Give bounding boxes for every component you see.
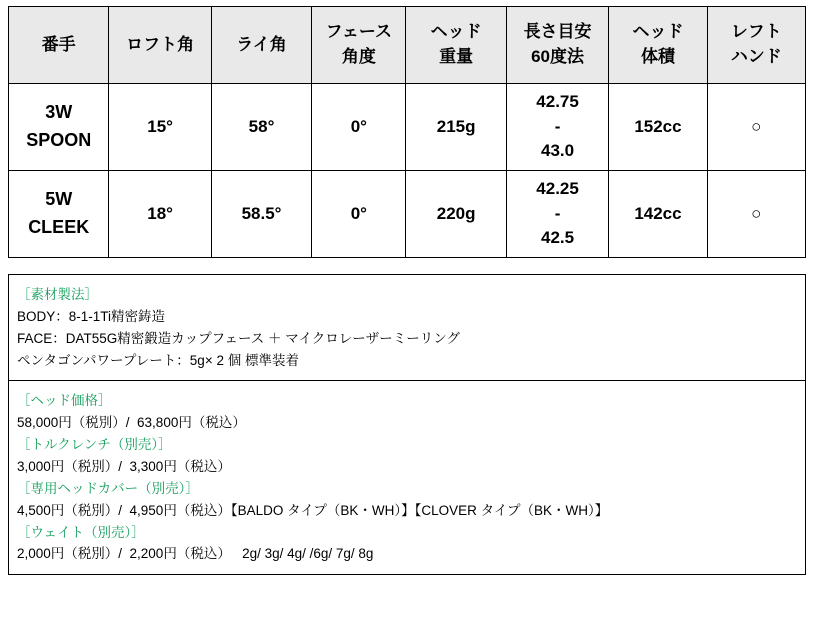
- cell-head-weight: 220g: [406, 171, 506, 258]
- cell-left-hand: ○: [707, 171, 805, 258]
- header-line: ハンド: [730, 47, 782, 66]
- cell-head-weight: 215g: [406, 84, 506, 171]
- cell-loft: 15°: [109, 84, 211, 171]
- cell-length: [506, 171, 608, 258]
- header-line: 体積: [640, 47, 675, 66]
- spec-table-header: [9, 7, 806, 84]
- header-line: 番手: [41, 34, 76, 54]
- cell-left-hand: ○: [707, 84, 805, 171]
- price-line-weight: 2,000円（税別）/ 2,200円（税込） 2g/ 3g/ 4g/ /6g/ 7g/ 8g: [17, 546, 374, 562]
- cell-face-angle: 0°: [312, 84, 406, 171]
- cell-lie: 58.5°: [211, 171, 311, 258]
- price-line-torque-wrench: 3,000円（税別）/ 3,300円（税込）: [17, 459, 231, 475]
- header-line: 長さ目安: [523, 22, 592, 42]
- length-line: 43.0: [541, 141, 575, 161]
- length-line: 42.25: [536, 179, 579, 199]
- model-line: CLEEK: [28, 217, 90, 237]
- cell-face-angle: 0°: [312, 171, 406, 258]
- cell-model: [9, 171, 109, 258]
- header-line: 60度法: [531, 47, 585, 66]
- table-row: [9, 171, 806, 258]
- material-line: BODY：8-1-1Ti精密鋳造: [17, 308, 166, 324]
- model-line: SPOON: [26, 130, 92, 150]
- header-cell-loft: [109, 7, 211, 84]
- price-line-head-cover: 4,500円（税別）/ 4,950円（税込）【BALDO タイプ（BK・WH）】【CLOVER タイプ（BK・WH）】: [17, 502, 609, 518]
- cell-model: [9, 84, 109, 171]
- length-line: 42.5: [541, 228, 575, 248]
- length-line: -: [554, 116, 561, 136]
- header-line: 角度: [341, 47, 376, 66]
- material-section: [9, 275, 805, 380]
- length-line: 42.75: [536, 92, 579, 112]
- table-row: [9, 84, 806, 171]
- price-line-head: 58,000円（税別）/ 63,800円（税込）: [17, 415, 246, 431]
- header-line: フェース: [325, 22, 392, 42]
- header-cell-length: [506, 7, 608, 84]
- price-heading-torque-wrench: ［トルクレンチ（別売）］: [17, 437, 172, 453]
- header-line: ヘッド: [632, 22, 684, 42]
- header-cell-head-weight: [406, 7, 506, 84]
- length-line: -: [554, 203, 561, 223]
- cell-loft: 18°: [109, 171, 211, 258]
- header-line: レフト: [730, 22, 782, 42]
- cell-length: [506, 84, 608, 171]
- header-cell-face-angle: [312, 7, 406, 84]
- header-cell-model: [9, 7, 109, 84]
- pricing-section: [9, 381, 805, 574]
- material-line: FACE：DAT55G精密鍛造カップフェース ＋ マイクロレーザーミーリング: [17, 330, 460, 346]
- notes-box: [8, 274, 806, 575]
- cell-lie: 58°: [211, 84, 311, 171]
- price-heading-head: ［ヘッド価格］: [17, 393, 112, 409]
- material-heading: ［素材製法］: [17, 287, 98, 302]
- header-line: 重量: [439, 47, 474, 66]
- cell-head-volume: 152cc: [609, 84, 707, 171]
- price-heading-weight: ［ウェイト（別売）］: [17, 524, 145, 540]
- model-line: 5W: [45, 189, 73, 210]
- header-cell-head-volume: [609, 7, 707, 84]
- header-line: ロフト角: [126, 34, 195, 54]
- spec-table: [8, 6, 806, 258]
- header-line: ライ角: [236, 34, 287, 54]
- model-line: 3W: [45, 102, 73, 123]
- header-row: [9, 7, 806, 84]
- cell-head-volume: 142cc: [609, 171, 707, 258]
- header-cell-left-hand: [707, 7, 805, 84]
- spec-table-body: [9, 84, 806, 258]
- header-line: ヘッド: [430, 22, 482, 42]
- price-heading-head-cover: ［専用ヘッドカバー（別売）］: [17, 480, 199, 496]
- header-cell-lie: [211, 7, 311, 84]
- material-line: ペンタゴンパワープレート：5g× 2 個 標準装着: [17, 352, 299, 368]
